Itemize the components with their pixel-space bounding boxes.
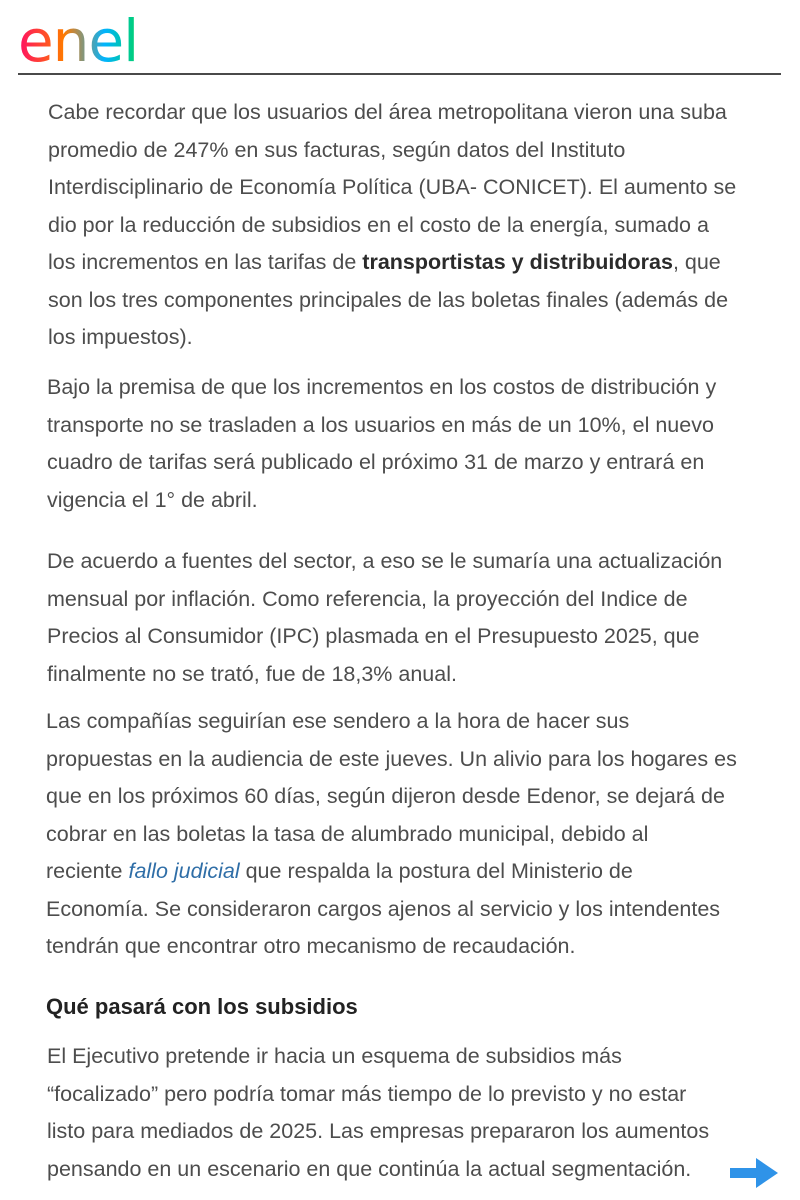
paragraph-companies-proposals bbox=[46, 703, 737, 966]
paragraph-1-line-4: dio por la reducción de subsidios en el costo de la energía, sumado a bbox=[48, 212, 709, 237]
right-arrow-icon[interactable] bbox=[728, 1154, 780, 1192]
paragraph-1-line-2: promedio de 247% en sus facturas, según datos del Instituto bbox=[48, 137, 626, 162]
paragraph-3-line-4: finalmente no se trató, fue de 18,3% anual. bbox=[47, 661, 457, 686]
paragraph-4-line-7: tendrán que encontrar otro mecanismo de recaudación. bbox=[46, 934, 576, 958]
paragraph-3-line-1: De acuerdo a fuentes del sector, a eso se le sumaría una actualización bbox=[47, 549, 723, 573]
paragraph-4-line-2: propuestas en la audiencia de este jueves. Un alivio para los hogares es bbox=[46, 746, 737, 771]
paragraph-5-line-1: El Ejecutivo pretende ir hacia un esquema de subsidios más bbox=[47, 1044, 622, 1068]
paragraph-tariff-increase bbox=[48, 94, 736, 357]
paragraph-3-line-2: mensual por inflación. Como referencia, la proyección del Indice de bbox=[47, 586, 688, 611]
section-heading-subsidies: Qué pasará con los subsidios bbox=[46, 994, 358, 1019]
paragraph-5-line-2: “focalizado” pero podría tomar más tiempo de lo previsto y no estar bbox=[47, 1081, 687, 1106]
paragraph-4-line-6: Economía. Se consideraron cargos ajenos al servicio y los intendentes bbox=[46, 896, 721, 921]
paragraph-4-line-4: cobrar en las boletas la tasa de alumbrado municipal, debido al bbox=[46, 821, 649, 846]
paragraph-2-line-1: Bajo la premisa de que los incrementos en los costos de distribución y bbox=[47, 375, 717, 399]
paragraph-2-line-2: transporte no se trasladen a los usuarios en más de un 10%, el nuevo bbox=[47, 412, 714, 437]
paragraph-2-line-4: vigencia el 1° de abril. bbox=[47, 487, 258, 512]
paragraph-1-line-1: Cabe recordar que los usuarios del área metropolitana vieron una suba bbox=[48, 100, 727, 124]
paragraph-1-line-7: los impuestos). bbox=[48, 325, 193, 349]
paragraph-inflation-update bbox=[47, 543, 722, 693]
paragraph-1-line-6: son los tres componentes principales de las boletas finales (además de bbox=[48, 287, 729, 312]
paragraph-5-line-3: listo para mediados de 2025. Las empresas prepararon los aumentos bbox=[47, 1119, 710, 1143]
paragraph-1-line-5-start: los incrementos en las tarifas de bbox=[48, 250, 363, 274]
paragraph-5-line-4: pensando en un escenario en que continúa la actual segmentación. bbox=[47, 1156, 692, 1181]
paragraph-4-line-1: Las compañías seguirían ese sendero a la hora de hacer sus bbox=[46, 709, 630, 733]
paragraph-1-line-5-end: , que bbox=[672, 250, 721, 274]
paragraph-4-line-5-start: reciente bbox=[46, 859, 129, 883]
paragraph-subsidy-focus bbox=[47, 1038, 709, 1188]
paragraph-distribution-transport bbox=[47, 369, 716, 519]
svg-text:enel: enel bbox=[18, 8, 139, 70]
paragraph-1-line-3: Interdisciplinario de Economía Política (UBA- CONICET). El aumento se bbox=[48, 175, 737, 199]
paragraph-4-line-5-end: que respalda la postura del Ministerio de bbox=[239, 859, 633, 883]
fallo-judicial-link[interactable]: fallo judicial bbox=[128, 859, 240, 883]
bold-transportistas-distribuidoras: transportistas y distribuidoras bbox=[362, 250, 673, 274]
paragraph-4-line-3: que en los próximos 60 días, según dijeron desde Edenor, se dejará de bbox=[46, 784, 725, 808]
paragraph-3-line-3: Precios al Consumidor (IPC) plasmada en el Presupuesto 2025, que bbox=[47, 624, 700, 648]
paragraph-2-line-3: cuadro de tarifas será publicado el próximo 31 de marzo y entrará en bbox=[47, 450, 705, 474]
